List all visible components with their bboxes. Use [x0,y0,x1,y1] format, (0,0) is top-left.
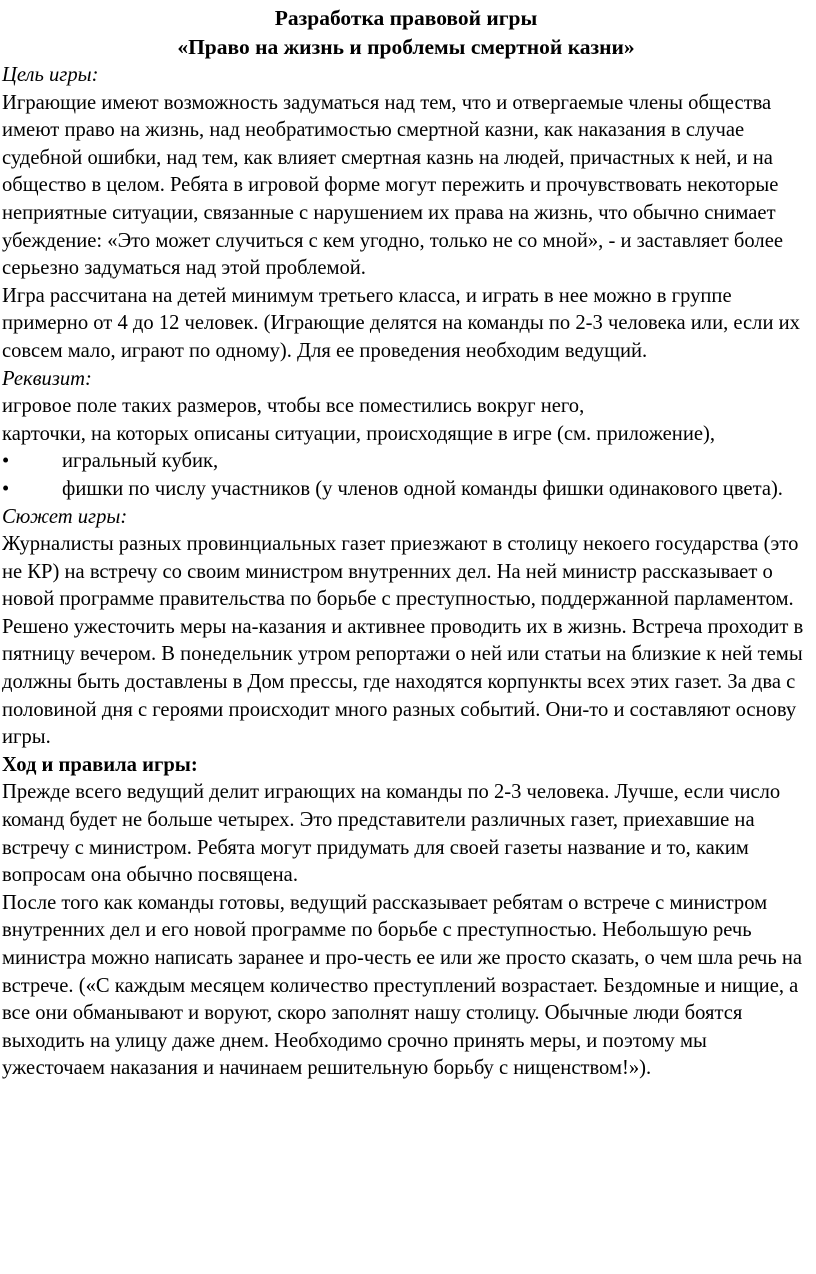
plot-paragraph: Журналисты разных провинциальных газет приезжают в столицу некоего государства (это не КР) на встречу со своим министром внутренних дел. На ней министр рассказывает о новой программе правительства по борьбе с преступностью, поддержанной парламентом. Решено ужесточить меры на-казания и активнее проводить их в жизнь. Встреча проходит в пятницу вечером. В понедельник утром репортажи о ней или статьи на близкие к ней темы должны быть доставлены в Дом прессы, где находятся корпункты всех этих газет. За два с половиной дня с героями происходит много разных событий. Они-то и составляют основу игры. [2,533,804,749]
bullet-marker: • [2,477,10,500]
audience-paragraph: Игра рассчитана на детей минимум третьего класса, и играть в нее можно в группе примерно от 4 до 12 человек. (Играющие делятся на команды по 2-3 человека или, если их совсем мало, играют по одному). Для ее проведения необходим ведущий. [2,284,800,362]
document-title-line-1: Разработка правовой игры [274,6,538,30]
bullet-marker: • [2,450,10,473]
plot-heading: Сюжет игры: [2,505,128,528]
props-heading: Реквизит: [2,367,92,390]
props-line-2: карточки, на которых описаны ситуации, происходящие в игре (см. приложение), [2,422,715,445]
props-bullet-item [2,448,810,476]
props-bullet-text: игральный кубик, [62,450,219,473]
props-bullet-text: фишки по числу участников (у членов одной команды фишки одинакового цвета). [62,477,783,500]
rules-paragraph-2: После того как команды готовы, ведущий рассказывает ребятам о встрече с министром внутренних дел и его новой программе по борьбе с преступностью. Небольшую речь министра можно написать заранее и про-честь ее или же просто сказать, о чем шла речь на встрече. («С каждым месяцем количество преступлений возрастает. Бездомные и нищие, а все они обманывают и воруют, скоро заполнят нашу столицу. Обычные люди боятся выходить на улицу даже днем. Необходимо срочно принять меры, и поэтому мы ужесточаем наказания и начинаем решительную борьбу с нищенством!»). [2,891,803,1080]
rules-paragraph-1: Прежде всего ведущий делит играющих на команды по 2-3 человека. Лучше, если число команд будет не больше четырех. Это представители различных газет, приехавшие на встречу с министром. Ребята могут придумать для своей газеты название и то, каким вопросам она обычно посвящена. [2,781,781,887]
document-title-line-2: «Право на жизнь и проблемы смертной казни» [177,35,635,59]
props-line-1: игровое поле таких размеров, чтобы все поместились вокруг него, [2,395,585,418]
rules-heading: Ход и правила игры: [2,753,198,776]
props-bullet-item [2,476,810,504]
goal-paragraph: Играющие имеют возможность задуматься над тем, что и отвергаемые члены общества имеют право на жизнь, над необратимостью смертной казни, как наказания в случае судебной ошибки, над тем, как влияет смертная казнь на людей, причастных к ней, и на общество в целом. Ребята в игровой форме могут пережить и прочувствовать некоторые неприятные ситуации, связанные с нарушением их права на жизнь, что обычно снимает убеждение: «Это может случиться с кем угодно, только не со мной», - и заставляет более серьезно задуматься над этой проблемой. [2,91,783,280]
goal-heading: Цель игры: [2,64,99,86]
